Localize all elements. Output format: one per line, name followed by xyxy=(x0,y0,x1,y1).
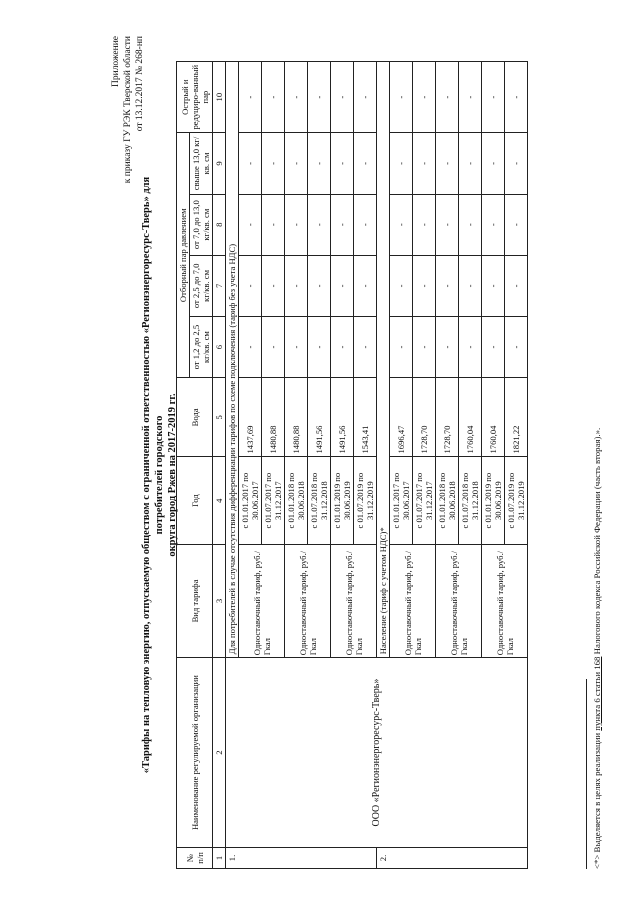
steam-tariff: - xyxy=(354,133,377,194)
steam-tariff: - xyxy=(354,255,377,316)
steam-tariff: - xyxy=(239,317,262,378)
tariff-table xyxy=(176,61,528,869)
steam-tariff: - xyxy=(262,317,285,378)
col-header-steam-group: Отборный пар давлением xyxy=(177,133,190,378)
header-line-2: к приказу ГУ РЭК Тверской области xyxy=(123,36,133,184)
section-label: Для потребителей в случае отсутствия дифференциации тарифов по схеме подключения (тариф без учета НДС) xyxy=(226,62,239,658)
period: с 01.07.2019 по 31.12.2019 xyxy=(354,457,377,544)
tariff-kind: Одноставочный тариф, руб./Гкал xyxy=(482,544,528,657)
steam-tariff: - xyxy=(436,194,459,255)
steam-tariff: - xyxy=(308,62,331,133)
water-tariff: 1760,04 xyxy=(482,378,505,457)
col-header-num: № п/п xyxy=(177,847,213,868)
water-tariff: 1480,88 xyxy=(262,378,285,457)
period: с 01.01.2018 по 30.06.2018 xyxy=(285,457,308,544)
steam-tariff: - xyxy=(262,62,285,133)
steam-tariff: - xyxy=(482,255,505,316)
period: с 01.01.2019 по 30.06.2019 xyxy=(482,457,505,544)
document-title xyxy=(140,165,179,785)
steam-tariff: - xyxy=(436,62,459,133)
steam-tariff: - xyxy=(413,62,436,133)
section-number: 2. xyxy=(377,847,528,868)
water-tariff: 1480,88 xyxy=(285,378,308,457)
colnum: 8 xyxy=(213,194,226,255)
tariff-kind: Одноставочный тариф, руб./Гкал xyxy=(390,544,436,657)
footnote-text-end: Налогового кодекса Российской Федерации (часть вторая).». xyxy=(592,427,602,657)
table-body xyxy=(226,62,528,869)
steam-tariff: - xyxy=(505,194,528,255)
steam-tariff: - xyxy=(331,317,354,378)
steam-tariff: - xyxy=(436,133,459,194)
period: с 01.01.2019 по 30.06.2019 xyxy=(331,457,354,544)
steam-tariff: - xyxy=(459,133,482,194)
colnum: 5 xyxy=(213,378,226,457)
colnum: 3 xyxy=(213,544,226,657)
steam-tariff: - xyxy=(354,194,377,255)
section-label: Население (тариф с учетом НДС)* xyxy=(377,62,390,658)
steam-tariff: - xyxy=(354,62,377,133)
period: с 01.07.2019 по 31.12.2019 xyxy=(505,457,528,544)
period: с 01.07.2018 по 31.12.2018 xyxy=(308,457,331,544)
footnote-divider xyxy=(586,679,587,869)
steam-tariff: - xyxy=(482,317,505,378)
tariff-kind: Одноставочный тариф, руб./Гкал xyxy=(285,544,331,657)
steam-tariff: - xyxy=(482,133,505,194)
title-line-2: округа город Ржев на 2017-2019 гг. xyxy=(167,393,178,557)
steam-tariff: - xyxy=(505,62,528,133)
steam-tariff: - xyxy=(505,317,528,378)
col-header-year: Год xyxy=(177,457,213,544)
tariff-kind: Одноставочный тариф, руб./Гкал xyxy=(331,544,377,657)
steam-tariff: - xyxy=(390,62,413,133)
colnum: 2 xyxy=(213,658,226,848)
col-header-water: Вода xyxy=(177,378,213,457)
steam-tariff: - xyxy=(331,194,354,255)
water-tariff: 1491,56 xyxy=(331,378,354,457)
steam-tariff: - xyxy=(285,194,308,255)
steam-tariff: - xyxy=(482,62,505,133)
colnum: 10 xyxy=(213,62,226,133)
steam-tariff: - xyxy=(459,317,482,378)
steam-tariff: - xyxy=(436,255,459,316)
col-header-p4: свыше 13,0 кг/кв. см xyxy=(190,133,213,194)
steam-tariff: - xyxy=(239,133,262,194)
steam-tariff: - xyxy=(413,133,436,194)
steam-tariff: - xyxy=(459,255,482,316)
col-header-p1: от 1,2 до 2,5 кг/кв. см xyxy=(190,317,213,378)
steam-tariff: - xyxy=(262,255,285,316)
steam-tariff: - xyxy=(239,62,262,133)
steam-tariff: - xyxy=(482,194,505,255)
steam-tariff: - xyxy=(459,194,482,255)
water-tariff: 1728,70 xyxy=(436,378,459,457)
steam-tariff: - xyxy=(239,255,262,316)
steam-tariff: - xyxy=(308,255,331,316)
steam-tariff: - xyxy=(331,133,354,194)
steam-tariff: - xyxy=(262,133,285,194)
steam-tariff: - xyxy=(459,62,482,133)
col-header-kind: Вид тарифа xyxy=(177,544,213,657)
steam-tariff: - xyxy=(413,194,436,255)
steam-tariff: - xyxy=(285,255,308,316)
water-tariff: 1543,41 xyxy=(354,378,377,457)
colnum: 4 xyxy=(213,457,226,544)
steam-tariff: - xyxy=(390,255,413,316)
header-line-3: от 13.12.2017 № 268-нп xyxy=(135,36,145,132)
title-line-1: «Тарифы на тепловую энергию, отпускаемую обществом с ограниченной ответственностью «Регионэнергоресурс-Тверь» для потребителей городского xyxy=(141,176,165,774)
col-header-p2: от 2,5 до 7,0 кг/кв. см xyxy=(190,255,213,316)
steam-tariff: - xyxy=(390,133,413,194)
column-number-row xyxy=(213,62,226,869)
steam-tariff: - xyxy=(354,317,377,378)
steam-tariff: - xyxy=(308,133,331,194)
water-tariff: 1491,56 xyxy=(308,378,331,457)
steam-tariff: - xyxy=(239,194,262,255)
steam-tariff: - xyxy=(436,317,459,378)
period: с 01.07.2017 по 31.12.2017 xyxy=(262,457,285,544)
period: с 01.07.2017 по 31.12.2017 xyxy=(413,457,436,544)
period: с 01.01.2017 по 30.06.2017 xyxy=(239,457,262,544)
steam-tariff: - xyxy=(331,62,354,133)
col-header-sharp-steam: Острый и редуциро-ванный пар xyxy=(177,62,213,133)
steam-tariff: - xyxy=(413,255,436,316)
water-tariff: 1437,69 xyxy=(239,378,262,457)
tariff-kind: Одноставочный тариф, руб./Гкал xyxy=(239,544,285,657)
footnote-text: <*> Выделяется в целях реализации xyxy=(592,730,602,869)
steam-tariff: - xyxy=(390,317,413,378)
steam-tariff: - xyxy=(390,194,413,255)
footnote-link[interactable]: пункта 6 статьи 168 xyxy=(592,656,602,731)
steam-tariff: - xyxy=(331,255,354,316)
header-line-1: Приложение xyxy=(111,36,121,87)
tariff-kind: Одноставочный тариф, руб./Гкал xyxy=(436,544,482,657)
section-number: 1. xyxy=(226,847,377,868)
steam-tariff: - xyxy=(262,194,285,255)
steam-tariff: - xyxy=(285,317,308,378)
steam-tariff: - xyxy=(505,133,528,194)
water-tariff: 1696,47 xyxy=(390,378,413,457)
colnum: 7 xyxy=(213,255,226,316)
footnote xyxy=(592,428,602,869)
steam-tariff: - xyxy=(308,194,331,255)
section-row xyxy=(226,62,239,869)
organization-name: ООО «Регионэнергоресурс-Тверь» xyxy=(226,658,528,848)
col-header-org: Наименование регулируемой организации xyxy=(177,658,213,848)
period: с 01.01.2017 по 30.06.2017 xyxy=(390,457,413,544)
period: с 01.01.2018 по 30.06.2018 xyxy=(436,457,459,544)
colnum: 6 xyxy=(213,317,226,378)
colnum: 1 xyxy=(213,847,226,868)
steam-tariff: - xyxy=(413,317,436,378)
water-tariff: 1821,22 xyxy=(505,378,528,457)
period: с 01.07.2018 по 31.12.2018 xyxy=(459,457,482,544)
col-header-p3: от 7,0 до 13,0 кг/кв. см xyxy=(190,194,213,255)
steam-tariff: - xyxy=(308,317,331,378)
colnum: 9 xyxy=(213,133,226,194)
steam-tariff: - xyxy=(505,255,528,316)
water-tariff: 1760,04 xyxy=(459,378,482,457)
water-tariff: 1728,70 xyxy=(413,378,436,457)
approval-header xyxy=(110,36,146,183)
steam-tariff: - xyxy=(285,62,308,133)
steam-tariff: - xyxy=(285,133,308,194)
